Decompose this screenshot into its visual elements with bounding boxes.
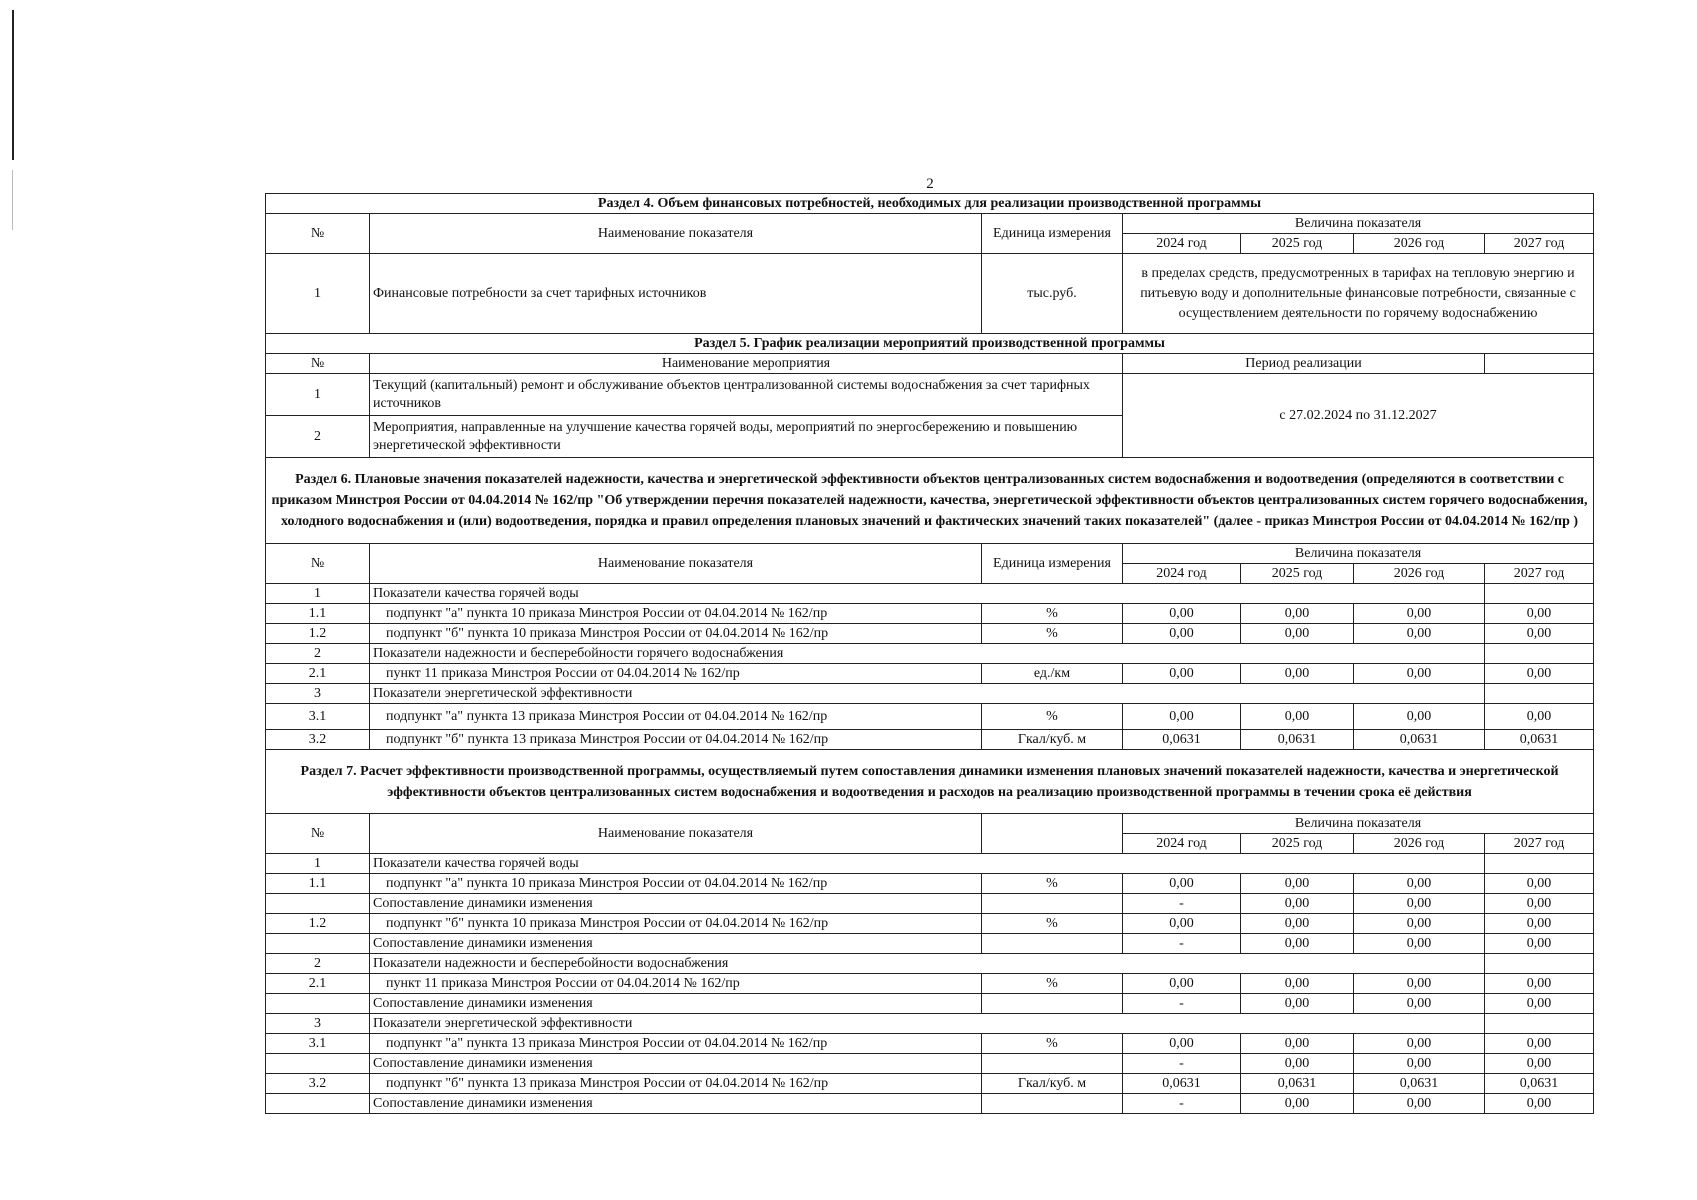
- row-value: 0,00: [1123, 1034, 1241, 1054]
- row-value: 0,00: [1485, 604, 1594, 624]
- row-activity: Мероприятия, направленные на улучшение качества горячей воды, мероприятий по энергосбережению и повышению энергетической эффективности: [370, 416, 1123, 458]
- row-value: 0,00: [1354, 1094, 1485, 1114]
- row-value: 0,00: [1241, 1094, 1354, 1114]
- row-value: 0,00: [1485, 1034, 1594, 1054]
- col-header-year: 2026 год: [1354, 234, 1485, 254]
- row-name: Сопоставление динамики изменения: [370, 1054, 982, 1074]
- col-header-num: №: [266, 354, 370, 374]
- col-header-year: 2027 год: [1485, 564, 1594, 584]
- row-num: 1.1: [266, 874, 370, 894]
- row-value: 0,0631: [1123, 1074, 1241, 1094]
- empty-cell: [1485, 354, 1594, 374]
- row-value: 0,0631: [1354, 1074, 1485, 1094]
- row-value: 0,00: [1354, 704, 1485, 730]
- row-value: 0,00: [1241, 1054, 1354, 1074]
- group-name: Показатели энергетической эффективности: [370, 684, 1485, 704]
- row-num: 3.1: [266, 1034, 370, 1054]
- section-4-title: Раздел 4. Объем финансовых потребностей, необходимых для реализации производственной программы: [266, 194, 1594, 214]
- col-header-value: Величина показателя: [1123, 544, 1594, 564]
- document-tables: [265, 193, 1593, 1114]
- row-name: Сопоставление динамики изменения: [370, 934, 982, 954]
- row-value-note: в пределах средств, предусмотренных в тарифах на тепловую энергию и питьевую воду и дополнительные финансовые потребности, связанные с осуществлением деятельности по горячему водоснабжению: [1123, 254, 1594, 334]
- col-header-name: Наименование показателя: [370, 214, 982, 254]
- col-header-year: 2026 год: [1354, 564, 1485, 584]
- row-name: Сопоставление динамики изменения: [370, 894, 982, 914]
- row-value: 0,00: [1354, 894, 1485, 914]
- group-name: Показатели надежности и бесперебойности водоснабжения: [370, 954, 1485, 974]
- row-value: 0,00: [1354, 974, 1485, 994]
- row-unit: Гкал/куб. м: [982, 730, 1123, 750]
- row-value: 0,00: [1241, 664, 1354, 684]
- col-header-value: Величина показателя: [1123, 214, 1594, 234]
- row-num: 3.1: [266, 704, 370, 730]
- col-header-year: 2024 год: [1123, 564, 1241, 584]
- row-period: с 27.02.2024 по 31.12.2027: [1123, 374, 1594, 458]
- col-header-year: 2027 год: [1485, 234, 1594, 254]
- row-value: 0,00: [1354, 1034, 1485, 1054]
- page-number: 2: [926, 176, 934, 192]
- row-name: подпункт "а" пункта 10 приказа Минстроя России от 04.04.2014 № 162/пр: [370, 604, 982, 624]
- row-name: подпункт "б" пункта 13 приказа Минстроя России от 04.04.2014 № 162/пр: [370, 730, 982, 750]
- col-header-activity: Наименование мероприятия: [370, 354, 1123, 374]
- row-name: подпункт "б" пункта 10 приказа Минстроя России от 04.04.2014 № 162/пр: [370, 624, 982, 644]
- row-num: 1: [266, 374, 370, 416]
- row-activity: Текущий (капитальный) ремонт и обслуживание объектов централизованной системы водоснабжения за счет тарифных источников: [370, 374, 1123, 416]
- row-value: 0,00: [1241, 604, 1354, 624]
- row-value: -: [1123, 1094, 1241, 1114]
- row-value: 0,00: [1485, 894, 1594, 914]
- row-unit: %: [982, 604, 1123, 624]
- row-value: 0,00: [1485, 974, 1594, 994]
- row-num: 2.1: [266, 974, 370, 994]
- group-name: Показатели качества горячей воды: [370, 584, 1485, 604]
- row-num: 1.2: [266, 914, 370, 934]
- group-name: Показатели качества горячей воды: [370, 854, 1485, 874]
- row-name: подпункт "б" пункта 13 приказа Минстроя России от 04.04.2014 № 162/пр: [370, 1074, 982, 1094]
- row-value: 0,00: [1123, 624, 1241, 644]
- main-table: [265, 193, 1594, 1114]
- row-value: 0,00: [1354, 914, 1485, 934]
- col-header-name: Наименование показателя: [370, 544, 982, 584]
- row-unit: %: [982, 624, 1123, 644]
- row-value: 0,00: [1485, 914, 1594, 934]
- empty-cell: [1485, 854, 1594, 874]
- row-num: 2.1: [266, 664, 370, 684]
- row-value: 0,00: [1241, 874, 1354, 894]
- row-value: 0,00: [1485, 874, 1594, 894]
- row-unit: Гкал/куб. м: [982, 1074, 1123, 1094]
- row-num: 1: [266, 254, 370, 334]
- row-num: [266, 934, 370, 954]
- row-unit: [982, 934, 1123, 954]
- row-value: 0,00: [1241, 974, 1354, 994]
- row-value: 0,0631: [1123, 730, 1241, 750]
- row-num: 3.2: [266, 730, 370, 750]
- row-value: 0,00: [1123, 604, 1241, 624]
- section-6: [266, 458, 1594, 750]
- section-7: [266, 750, 1594, 1114]
- row-value: 0,00: [1485, 934, 1594, 954]
- row-value: 0,00: [1354, 994, 1485, 1014]
- row-unit: %: [982, 914, 1123, 934]
- row-num: 3.2: [266, 1074, 370, 1094]
- row-value: 0,00: [1241, 934, 1354, 954]
- row-unit: %: [982, 1034, 1123, 1054]
- row-value: 0,00: [1354, 624, 1485, 644]
- row-value: 0,00: [1241, 994, 1354, 1014]
- row-value: 0,00: [1123, 974, 1241, 994]
- empty-cell: [1485, 644, 1594, 664]
- row-value: 0,00: [1241, 894, 1354, 914]
- group-num: 1: [266, 854, 370, 874]
- group-name: Показатели энергетической эффективности: [370, 1014, 1485, 1034]
- row-value: 0,00: [1485, 704, 1594, 730]
- row-value: 0,00: [1123, 874, 1241, 894]
- row-name: Сопоставление динамики изменения: [370, 994, 982, 1014]
- group-num: 1: [266, 584, 370, 604]
- section-7-title: Раздел 7. Расчет эффективности производственной программы, осуществляемый путем сопоставления динамики изменения плановых значений показателей надежности, качества и энергетической эффективности объектов централизованных систем водоснабжения и водоотведения и расходов на реализацию производственной программы в течении срока её действия: [266, 750, 1594, 814]
- row-num: [266, 994, 370, 1014]
- row-name: Финансовые потребности за счет тарифных источников: [370, 254, 982, 334]
- row-name: подпункт "б" пункта 10 приказа Минстроя России от 04.04.2014 № 162/пр: [370, 914, 982, 934]
- section-5: [266, 334, 1594, 458]
- row-num: 1.1: [266, 604, 370, 624]
- group-num: 3: [266, 1014, 370, 1034]
- row-num: 1.2: [266, 624, 370, 644]
- col-header-name: Наименование показателя: [370, 814, 982, 854]
- row-value: -: [1123, 1054, 1241, 1074]
- row-num: [266, 894, 370, 914]
- col-header-num: №: [266, 214, 370, 254]
- row-value: 0,00: [1241, 1034, 1354, 1054]
- group-num: 2: [266, 644, 370, 664]
- section-6-title: Раздел 6. Плановые значения показателей надежности, качества и энергетической эффективности объектов централизованных систем водоснабжения и водоотведения (определяются в соответствии с приказом Минстроя России от 04.04.2014 № 162/пр "Об утверждении перечня показателей надежности, качества, энергетической эффективности объектов централизованных систем горячего водоснабжения, холодного водоснабжения и (или) водоотведения, порядка и правил определения плановых значений и фактических значений таких показателей" (далее - приказ Минстроя России от 04.04.2014 № 162/пр ): [266, 458, 1594, 544]
- col-header-unit: Единица измерения: [982, 544, 1123, 584]
- row-unit: %: [982, 974, 1123, 994]
- row-value: 0,00: [1241, 624, 1354, 644]
- col-header-year: 2025 год: [1241, 564, 1354, 584]
- col-header-unit: Единица измерения: [982, 214, 1123, 254]
- row-value: 0,00: [1123, 914, 1241, 934]
- row-value: 0,00: [1354, 604, 1485, 624]
- scan-edge-mark: [12, 10, 14, 160]
- group-num: 2: [266, 954, 370, 974]
- group-num: 3: [266, 684, 370, 704]
- row-num: [266, 1054, 370, 1074]
- empty-cell: [1485, 1014, 1594, 1034]
- empty-cell: [1485, 684, 1594, 704]
- row-unit: тыс.руб.: [982, 254, 1123, 334]
- col-header-value: Величина показателя: [1123, 814, 1594, 834]
- row-unit: [982, 994, 1123, 1014]
- row-unit: %: [982, 704, 1123, 730]
- col-header-year: 2025 год: [1241, 234, 1354, 254]
- col-header-year: 2025 год: [1241, 834, 1354, 854]
- row-num: [266, 1094, 370, 1114]
- row-value: 0,00: [1354, 934, 1485, 954]
- row-value: 0,00: [1485, 1094, 1594, 1114]
- col-header-year: 2026 год: [1354, 834, 1485, 854]
- row-value: 0,00: [1241, 914, 1354, 934]
- row-unit: ед./км: [982, 664, 1123, 684]
- row-value: 0,00: [1241, 704, 1354, 730]
- row-value: 0,00: [1123, 704, 1241, 730]
- row-value: 0,0631: [1354, 730, 1485, 750]
- row-value: 0,0631: [1241, 1074, 1354, 1094]
- col-header-unit-empty: [982, 814, 1123, 854]
- group-name: Показатели надежности и бесперебойности горячего водоснабжения: [370, 644, 1485, 664]
- row-value: -: [1123, 994, 1241, 1014]
- row-name: подпункт "а" пункта 13 приказа Минстроя России от 04.04.2014 № 162/пр: [370, 1034, 982, 1054]
- row-value: 0,00: [1123, 664, 1241, 684]
- empty-cell: [1485, 954, 1594, 974]
- row-value: 0,0631: [1485, 730, 1594, 750]
- col-header-year: 2024 год: [1123, 834, 1241, 854]
- col-header-period: Период реализации: [1123, 354, 1485, 374]
- row-name: пункт 11 приказа Минстроя России от 04.04.2014 № 162/пр: [370, 974, 982, 994]
- row-name: подпункт "а" пункта 10 приказа Минстроя России от 04.04.2014 № 162/пр: [370, 874, 982, 894]
- row-name: Сопоставление динамики изменения: [370, 1094, 982, 1114]
- row-value: 0,00: [1485, 1054, 1594, 1074]
- row-value: 0,00: [1354, 664, 1485, 684]
- row-num: 2: [266, 416, 370, 458]
- row-value: 0,00: [1354, 874, 1485, 894]
- row-value: -: [1123, 894, 1241, 914]
- col-header-year: 2024 год: [1123, 234, 1241, 254]
- row-value: 0,00: [1485, 994, 1594, 1014]
- col-header-num: №: [266, 544, 370, 584]
- row-value: 0,0631: [1485, 1074, 1594, 1094]
- row-unit: %: [982, 874, 1123, 894]
- col-header-num: №: [266, 814, 370, 854]
- row-unit: [982, 1094, 1123, 1114]
- row-value: 0,00: [1485, 624, 1594, 644]
- empty-cell: [1485, 584, 1594, 604]
- row-name: пункт 11 приказа Минстроя России от 04.04.2014 № 162/пр: [370, 664, 982, 684]
- row-value: -: [1123, 934, 1241, 954]
- row-unit: [982, 894, 1123, 914]
- section-4: [266, 194, 1594, 334]
- row-value: 0,00: [1485, 664, 1594, 684]
- row-name: подпункт "а" пункта 13 приказа Минстроя России от 04.04.2014 № 162/пр: [370, 704, 982, 730]
- row-unit: [982, 1054, 1123, 1074]
- row-value: 0,00: [1354, 1054, 1485, 1074]
- col-header-year: 2027 год: [1485, 834, 1594, 854]
- section-5-title: Раздел 5. График реализации мероприятий производственной программы: [266, 334, 1594, 354]
- row-value: 0,0631: [1241, 730, 1354, 750]
